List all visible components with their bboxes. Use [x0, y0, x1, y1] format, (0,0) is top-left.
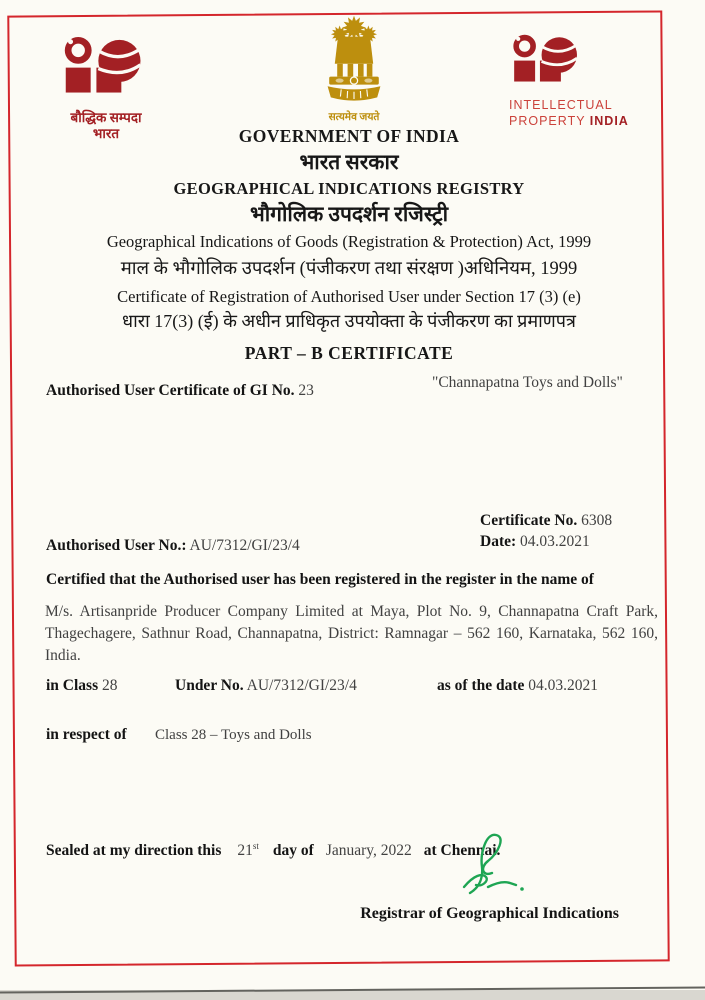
sealed-label-1: Sealed at my direction this: [46, 842, 222, 860]
registrar-signature: [452, 831, 532, 916]
certificate-date-row: [480, 531, 612, 552]
as-of-date-value: 04.03.2021: [528, 677, 599, 694]
ipindia-left-caption-2: भारत: [92, 126, 120, 141]
certificate-number-row: [480, 510, 612, 531]
certificate-line-english: Certificate of Registration of Authorised User under Section 17 (3) (e): [117, 287, 581, 306]
registrar-title: Registrar of Geographical Indications: [360, 905, 619, 922]
authorised-user-label: Authorised User No.:: [46, 537, 187, 554]
certified-statement: Certified that the Authorised user has been registered in the register in the name of: [46, 571, 594, 588]
sealed-label-3: at Chennai.: [423, 842, 501, 860]
gi-number-label: Authorised User Certificate of GI No.: [46, 382, 295, 399]
signature-icon: [452, 831, 532, 911]
national-emblem-icon: [314, 14, 394, 104]
certificate-number-value: 6308: [581, 512, 613, 529]
certificate-line-hindi: धारा 17(3) (ई) के अधीन प्राधिकृत उपयोक्ता के पंजीकरण का प्रमाणपत्र: [122, 311, 576, 331]
in-class-row: [46, 677, 118, 695]
title-gi-registry: GEOGRAPHICAL INDICATIONS REGISTRY: [173, 179, 525, 198]
act-line-hindi: माल के भौगोलिक उपदर्शन (पंजीकरण तथा संरक्षण )अधिनियम, 1999: [120, 259, 578, 279]
certificate-number-block: [480, 510, 612, 552]
ip-word-india: INDIA: [589, 114, 629, 128]
ipindia-logo-icon: [60, 36, 152, 105]
emblem-motto: सत्यमेव जयते: [328, 112, 380, 123]
under-no-label: Under No.: [175, 677, 244, 694]
in-respect-of-label: in respect of: [46, 726, 127, 743]
gi-number-value: 23: [298, 382, 314, 399]
act-line-english: Geographical Indications of Goods (Registration & Protection) Act, 1999: [106, 232, 592, 251]
national-emblem: [295, 14, 413, 124]
title-gi-registry-hindi: भौगोलिक उपदर्शन रजिस्ट्री: [249, 202, 449, 226]
certificate-number-label: Certificate No.: [480, 512, 578, 529]
as-of-date-row: [437, 677, 598, 695]
in-respect-of-value: Class 28 – Toys and Dolls: [155, 727, 312, 743]
ipindia-right-caption-1: INTELLECTUAL: [509, 98, 613, 112]
under-no-row: [175, 677, 357, 695]
title-government-of-india-hindi: भारत सरकार: [299, 150, 399, 174]
authorised-user-value: AU/7312/GI/23/4: [189, 537, 300, 554]
sealed-month: January, 2022: [325, 842, 412, 860]
in-class-label: in Class: [46, 677, 99, 694]
as-of-date-label: as of the date: [437, 677, 525, 694]
ip-word-property: PROPERTY: [509, 114, 586, 128]
certificate-date-label: Date:: [480, 533, 517, 550]
sealed-statement: [46, 841, 500, 860]
gi-number-row: [46, 382, 314, 400]
under-no-value: AU/7312/GI/23/4: [246, 677, 357, 694]
sealed-label-2: day of: [272, 842, 314, 860]
title-government-of-india: GOVERNMENT OF INDIA: [238, 126, 460, 146]
ipindia-logo-icon: [509, 34, 587, 92]
gi-name: "Channapatna Toys and Dolls": [432, 374, 623, 391]
sealed-day: 21st: [237, 841, 259, 860]
in-class-value: 28: [102, 677, 118, 694]
authorised-user-row: [46, 537, 300, 555]
certificate-date-value: 04.03.2021: [520, 533, 590, 550]
registrant-name-address: M/s. Artisanpride Producer Company Limited at Maya, Plot No. 9, Channapatna Craft Park, Thagechagere, Sathnur Road, Channapatna, District: Ramnagar – 562 160, Karnataka, 562 160, India.: [45, 603, 658, 664]
ipindia-left-caption-1: बौद्धिक सम्पदा: [70, 110, 142, 125]
ipindia-logo-right: [503, 34, 658, 129]
part-b-title: PART – B CERTIFICATE: [244, 343, 454, 363]
